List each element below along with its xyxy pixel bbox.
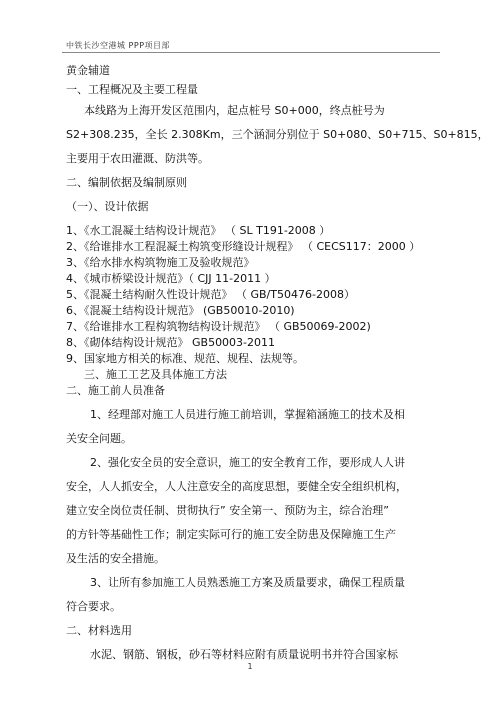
prep-paragraph-line: 3、让所有参加施工人员熟悉施工方案及质量要求，确保工程质量 (90, 576, 405, 589)
reference-item: 3、《给水排水构筑物施工及验收规范》 (66, 256, 255, 269)
page-number: 1 (247, 662, 253, 671)
prep-paragraph-line: 符合要求。 (66, 600, 121, 613)
overview-paragraph-line: 主要用于农田灌溉、防洪等。 (66, 152, 209, 165)
prep-paragraph-line: 及生活的安全措施。 (66, 552, 165, 565)
section-heading-materials: 二、材料选用 (66, 624, 132, 637)
reference-item: 5、《混凝土结构耐久性设计规范》 （ GB/T50476-2008） (66, 288, 355, 301)
reference-item: 1、《水工混凝土结构设计规范》 （ SL T191-2008 ） (66, 224, 331, 237)
reference-item: 8、《砌体结构设计规范》 GB50003-2011 (66, 336, 276, 349)
reference-item: 2、《给谁排水工程混凝土构筑变形缝设计规程》 （ CECS117：2000 ） (66, 240, 421, 253)
page-header: 中铁长沙空港城 PPP项目部 (66, 41, 171, 50)
section-heading-overview: 一、工程概况及主要工程量 (66, 83, 198, 96)
header-divider (62, 52, 440, 53)
prep-paragraph-line: 关安全问题。 (66, 432, 132, 445)
document-title: 黄金辅道 (66, 64, 110, 77)
reference-item: 9、国家地方相关的标准、规范、规程、法规等。 (66, 352, 304, 365)
reference-item: 4、《城市桥梁设计规范》（ CJJ 11-2011 ） (66, 272, 276, 285)
prep-paragraph-line: 安全，人人抓安全，人人注意安全的高度思想，要健全安全组织机构， (66, 480, 407, 493)
reference-item: 6、《混凝土结构设计规范》 (GB50010-2010) (66, 304, 295, 317)
materials-paragraph-line: 水泥、钢筋、钢板，砂石等材料应附有质量说明书并符合国家标 (90, 648, 398, 661)
prep-paragraph-line: 建立安全岗位责任制、贯彻执行” 安全第一、预防为主，综合治理” (66, 504, 389, 517)
section-heading-construction: 三、施工工艺及具体施工方法 (84, 368, 227, 381)
section-heading-basis: 二、编制依据及编制原则 (66, 176, 187, 189)
prep-paragraph-line: 的方针等基础性工作；制定实际可行的施工安全防患及保障施工生产 (66, 528, 396, 541)
section-heading-personnel-prep: 二、施工前人员准备 (66, 384, 165, 397)
reference-item: 7、《给谁排水工程构筑物结构设计规范》 （ GB50069-2002) (66, 320, 371, 333)
overview-paragraph-line: 本线路为上海开发区范围内，起点桩号 S0+000，终点桩号为 (84, 104, 385, 117)
prep-paragraph-line: 2、强化安全员的安全意识，施工的安全教育工作，要形成人人讲 (90, 456, 405, 469)
subsection-heading-design-basis: （一）、设计依据 (66, 200, 149, 213)
prep-paragraph-line: 1、经理部对施工人员进行施工前培训，掌握箱涵施工的技术及相 (90, 408, 405, 421)
overview-paragraph-line: S2+308.235，全长 2.308Km，三个涵洞分别位于 S0+080、S0+715、S0+815， (66, 128, 489, 141)
